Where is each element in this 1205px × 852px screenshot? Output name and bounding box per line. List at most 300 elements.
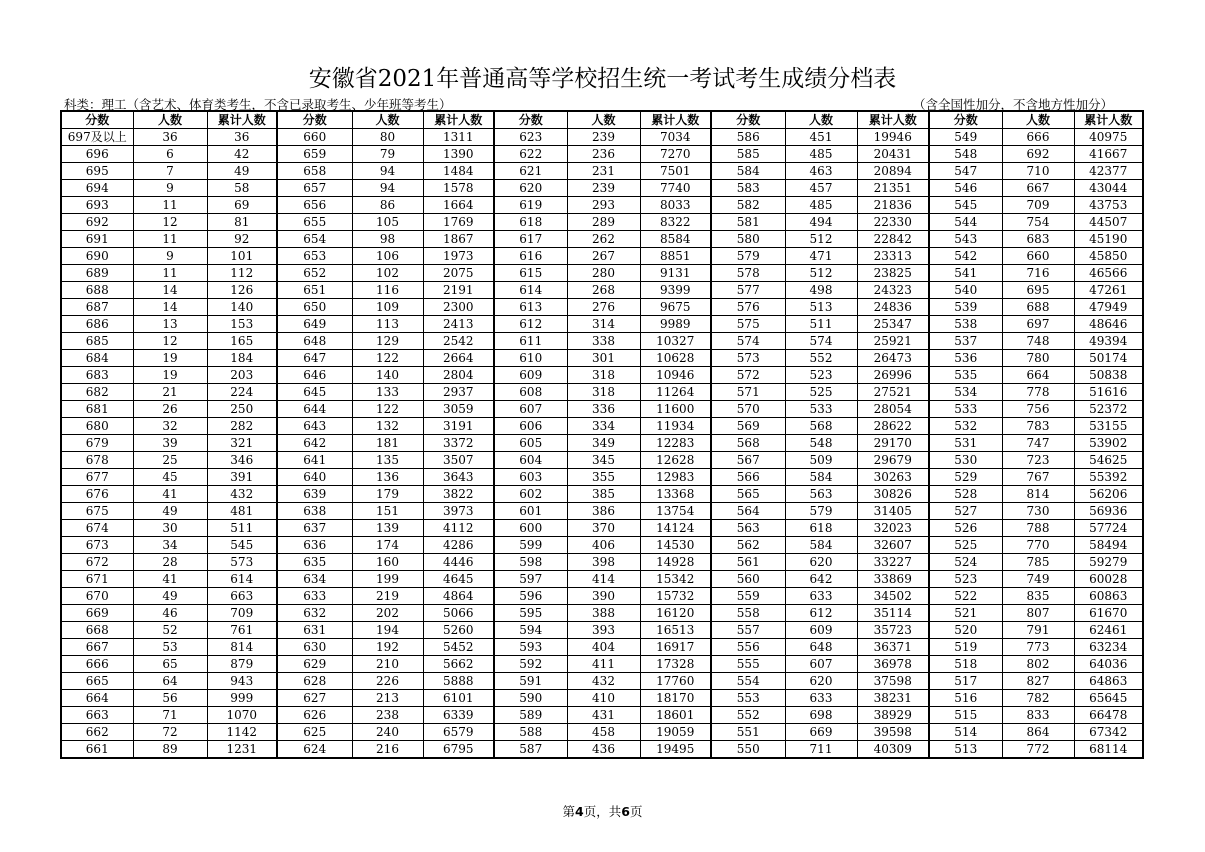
table-cell: 651 <box>277 282 352 299</box>
table-cell: 112 <box>207 265 277 282</box>
table-cell: 516 <box>929 690 1002 707</box>
table-cell: 568 <box>711 435 785 452</box>
table-cell: 999 <box>207 690 277 707</box>
table-cell: 280 <box>567 265 640 282</box>
table-cell: 633 <box>277 588 352 605</box>
table-cell: 530 <box>929 452 1002 469</box>
table-cell: 463 <box>785 163 857 180</box>
table-cell: 609 <box>494 367 567 384</box>
table-cell: 56206 <box>1074 486 1143 503</box>
table-cell: 49 <box>133 503 207 520</box>
table-cell: 563 <box>785 486 857 503</box>
table-cell: 60863 <box>1074 588 1143 605</box>
table-cell: 602 <box>494 486 567 503</box>
table-cell: 691 <box>61 231 133 248</box>
table-cell: 122 <box>352 401 423 418</box>
table-cell: 35114 <box>857 605 929 622</box>
table-cell: 14 <box>133 282 207 299</box>
table-cell: 29170 <box>857 435 929 452</box>
table-cell: 17760 <box>640 673 711 690</box>
table-cell: 711 <box>785 741 857 759</box>
table-cell: 610 <box>494 350 567 367</box>
column-header: 人数 <box>567 111 640 129</box>
column-header: 分数 <box>494 111 567 129</box>
table-cell: 13 <box>133 316 207 333</box>
table-row <box>61 418 1143 435</box>
table-cell: 181 <box>352 435 423 452</box>
table-cell: 37598 <box>857 673 929 690</box>
table-cell: 165 <box>207 333 277 350</box>
table-cell: 814 <box>1002 486 1074 503</box>
table-cell: 224 <box>207 384 277 401</box>
table-cell: 14530 <box>640 537 711 554</box>
table-cell: 536 <box>929 350 1002 367</box>
subject-note: 科类：理工（含艺术、体育类考生，不含已录取考生、少年班等考生） <box>64 97 452 112</box>
table-cell: 663 <box>61 707 133 724</box>
table-cell: 45 <box>133 469 207 486</box>
table-cell: 658 <box>277 163 352 180</box>
table-cell: 835 <box>1002 588 1074 605</box>
table-cell: 522 <box>929 588 1002 605</box>
table-cell: 71 <box>133 707 207 724</box>
table-cell: 622 <box>494 146 567 163</box>
table-cell: 60028 <box>1074 571 1143 588</box>
table-cell: 619 <box>494 197 567 214</box>
table-cell: 481 <box>207 503 277 520</box>
table-cell: 693 <box>61 197 133 214</box>
table-cell: 807 <box>1002 605 1074 622</box>
table-cell: 748 <box>1002 333 1074 350</box>
table-cell: 411 <box>567 656 640 673</box>
column-header: 人数 <box>785 111 857 129</box>
table-cell: 8033 <box>640 197 711 214</box>
current-page-number: 4 <box>575 804 584 819</box>
table-cell: 695 <box>61 163 133 180</box>
table-cell: 30826 <box>857 486 929 503</box>
table-cell: 33869 <box>857 571 929 588</box>
table-cell: 557 <box>711 622 785 639</box>
table-cell: 11 <box>133 231 207 248</box>
table-cell: 53 <box>133 639 207 656</box>
table-cell: 151 <box>352 503 423 520</box>
table-cell: 709 <box>1002 197 1074 214</box>
table-cell: 388 <box>567 605 640 622</box>
column-header: 累计人数 <box>423 111 494 129</box>
table-cell: 638 <box>277 503 352 520</box>
table-cell: 864 <box>1002 724 1074 741</box>
table-cell: 34 <box>133 537 207 554</box>
table-row <box>61 639 1143 656</box>
table-cell: 12628 <box>640 452 711 469</box>
table-cell: 688 <box>1002 299 1074 316</box>
table-cell: 537 <box>929 333 1002 350</box>
table-cell: 139 <box>352 520 423 537</box>
table-cell: 785 <box>1002 554 1074 571</box>
table-cell: 39598 <box>857 724 929 741</box>
table-cell: 1390 <box>423 146 494 163</box>
table-cell: 109 <box>352 299 423 316</box>
table-row <box>61 520 1143 537</box>
table-row <box>61 350 1143 367</box>
table-cell: 560 <box>711 571 785 588</box>
table-cell: 414 <box>567 571 640 588</box>
table-cell: 268 <box>567 282 640 299</box>
table-cell: 39 <box>133 435 207 452</box>
table-cell: 666 <box>1002 129 1074 146</box>
table-cell: 639 <box>277 486 352 503</box>
table-cell: 89 <box>133 741 207 759</box>
table-cell: 591 <box>494 673 567 690</box>
table-cell: 250 <box>207 401 277 418</box>
table-cell: 216 <box>352 741 423 759</box>
table-cell: 528 <box>929 486 1002 503</box>
table-cell: 64036 <box>1074 656 1143 673</box>
table-cell: 451 <box>785 129 857 146</box>
table-cell: 614 <box>494 282 567 299</box>
table-cell: 10327 <box>640 333 711 350</box>
table-cell: 513 <box>785 299 857 316</box>
table-cell: 53155 <box>1074 418 1143 435</box>
table-cell: 509 <box>785 452 857 469</box>
table-cell: 1664 <box>423 197 494 214</box>
table-cell: 552 <box>785 350 857 367</box>
footer-middle: 页，共 <box>583 804 622 819</box>
table-cell: 539 <box>929 299 1002 316</box>
table-cell: 554 <box>711 673 785 690</box>
table-cell: 36 <box>207 129 277 146</box>
table-cell: 534 <box>929 384 1002 401</box>
table-row <box>61 231 1143 248</box>
footer-prefix: 第 <box>562 804 576 819</box>
table-cell: 578 <box>711 265 785 282</box>
table-cell: 122 <box>352 350 423 367</box>
table-cell: 521 <box>929 605 1002 622</box>
table-cell: 52 <box>133 622 207 639</box>
table-cell: 458 <box>567 724 640 741</box>
table-cell: 27521 <box>857 384 929 401</box>
table-cell: 36371 <box>857 639 929 656</box>
table-cell: 565 <box>711 486 785 503</box>
table-cell: 38231 <box>857 690 929 707</box>
table-cell: 21351 <box>857 180 929 197</box>
table-cell: 49 <box>207 163 277 180</box>
table-cell: 355 <box>567 469 640 486</box>
table-cell: 529 <box>929 469 1002 486</box>
table-cell: 431 <box>567 707 640 724</box>
table-cell: 682 <box>61 384 133 401</box>
column-header: 累计人数 <box>857 111 929 129</box>
table-cell: 8584 <box>640 231 711 248</box>
table-cell: 661 <box>61 741 133 759</box>
table-cell: 671 <box>61 571 133 588</box>
table-cell: 666 <box>61 656 133 673</box>
table-cell: 5260 <box>423 622 494 639</box>
table-cell: 696 <box>61 146 133 163</box>
table-cell: 385 <box>567 486 640 503</box>
table-cell: 240 <box>352 724 423 741</box>
table-cell: 598 <box>494 554 567 571</box>
table-cell: 132 <box>352 418 423 435</box>
table-cell: 523 <box>785 367 857 384</box>
table-cell: 43044 <box>1074 180 1143 197</box>
table-cell: 772 <box>1002 741 1074 759</box>
table-cell: 79 <box>352 146 423 163</box>
table-header-row <box>61 111 1143 129</box>
table-cell: 11264 <box>640 384 711 401</box>
table-cell: 672 <box>61 554 133 571</box>
table-cell: 4446 <box>423 554 494 571</box>
table-cell: 2191 <box>423 282 494 299</box>
table-cell: 647 <box>277 350 352 367</box>
table-cell: 605 <box>494 435 567 452</box>
table-cell: 650 <box>277 299 352 316</box>
table-cell: 943 <box>207 673 277 690</box>
table-cell: 20431 <box>857 146 929 163</box>
table-cell: 551 <box>711 724 785 741</box>
table-cell: 80 <box>352 129 423 146</box>
table-cell: 673 <box>61 537 133 554</box>
table-cell: 689 <box>61 265 133 282</box>
table-cell: 9 <box>133 248 207 265</box>
table-cell: 1484 <box>423 163 494 180</box>
table-cell: 579 <box>785 503 857 520</box>
table-cell: 637 <box>277 520 352 537</box>
table-cell: 1578 <box>423 180 494 197</box>
table-cell: 624 <box>277 741 352 759</box>
table-cell: 654 <box>277 231 352 248</box>
table-cell: 723 <box>1002 452 1074 469</box>
table-cell: 730 <box>1002 503 1074 520</box>
table-row <box>61 316 1143 333</box>
table-cell: 18601 <box>640 707 711 724</box>
table-cell: 72 <box>133 724 207 741</box>
table-cell: 625 <box>277 724 352 741</box>
table-cell: 12 <box>133 214 207 231</box>
table-cell: 561 <box>711 554 785 571</box>
table-cell: 36978 <box>857 656 929 673</box>
table-cell: 485 <box>785 146 857 163</box>
table-cell: 626 <box>277 707 352 724</box>
column-header: 分数 <box>61 111 133 129</box>
table-cell: 601 <box>494 503 567 520</box>
table-cell: 555 <box>711 656 785 673</box>
table-cell: 15342 <box>640 571 711 588</box>
table-cell: 660 <box>1002 248 1074 265</box>
table-cell: 512 <box>785 265 857 282</box>
table-cell: 662 <box>61 724 133 741</box>
table-row <box>61 486 1143 503</box>
table-cell: 628 <box>277 673 352 690</box>
table-cell: 301 <box>567 350 640 367</box>
table-cell: 627 <box>277 690 352 707</box>
table-cell: 587 <box>494 741 567 759</box>
table-cell: 2542 <box>423 333 494 350</box>
table-cell: 25921 <box>857 333 929 350</box>
table-cell: 202 <box>352 605 423 622</box>
table-cell: 14928 <box>640 554 711 571</box>
column-header: 累计人数 <box>640 111 711 129</box>
table-cell: 46 <box>133 605 207 622</box>
table-cell: 64 <box>133 673 207 690</box>
table-row <box>61 724 1143 741</box>
table-cell: 574 <box>711 333 785 350</box>
table-cell: 7 <box>133 163 207 180</box>
table-cell: 6 <box>133 146 207 163</box>
table-cell: 604 <box>494 452 567 469</box>
table-cell: 631 <box>277 622 352 639</box>
table-cell: 314 <box>567 316 640 333</box>
table-cell: 66478 <box>1074 707 1143 724</box>
table-cell: 26473 <box>857 350 929 367</box>
table-cell: 238 <box>352 707 423 724</box>
table-cell: 32607 <box>857 537 929 554</box>
table-cell: 179 <box>352 486 423 503</box>
table-cell: 675 <box>61 503 133 520</box>
table-cell: 641 <box>277 452 352 469</box>
table-cell: 6339 <box>423 707 494 724</box>
table-cell: 398 <box>567 554 640 571</box>
table-cell: 523 <box>929 571 1002 588</box>
table-cell: 616 <box>494 248 567 265</box>
table-cell: 15732 <box>640 588 711 605</box>
table-cell: 349 <box>567 435 640 452</box>
table-cell: 282 <box>207 418 277 435</box>
table-cell: 30 <box>133 520 207 537</box>
table-row <box>61 180 1143 197</box>
table-cell: 140 <box>207 299 277 316</box>
table-cell: 36 <box>133 129 207 146</box>
table-cell: 566 <box>711 469 785 486</box>
table-cell: 25347 <box>857 316 929 333</box>
table-cell: 58 <box>207 180 277 197</box>
table-cell: 548 <box>929 146 1002 163</box>
table-cell: 607 <box>494 401 567 418</box>
table-cell: 133 <box>352 384 423 401</box>
table-cell: 667 <box>1002 180 1074 197</box>
table-cell: 219 <box>352 588 423 605</box>
table-cell: 226 <box>352 673 423 690</box>
table-cell: 239 <box>567 129 640 146</box>
table-cell: 879 <box>207 656 277 673</box>
table-cell: 436 <box>567 741 640 759</box>
table-cell: 599 <box>494 537 567 554</box>
table-cell: 677 <box>61 469 133 486</box>
table-cell: 98 <box>352 231 423 248</box>
table-cell: 69 <box>207 197 277 214</box>
table-cell: 40309 <box>857 741 929 759</box>
table-cell: 710 <box>1002 163 1074 180</box>
table-cell: 642 <box>277 435 352 452</box>
table-cell: 643 <box>277 418 352 435</box>
table-cell: 45850 <box>1074 248 1143 265</box>
table-cell: 31405 <box>857 503 929 520</box>
table-cell: 129 <box>352 333 423 350</box>
table-cell: 667 <box>61 639 133 656</box>
table-cell: 19 <box>133 367 207 384</box>
table-cell: 533 <box>929 401 1002 418</box>
table-cell: 520 <box>929 622 1002 639</box>
table-cell: 16917 <box>640 639 711 656</box>
table-cell: 570 <box>711 401 785 418</box>
table-cell: 2937 <box>423 384 494 401</box>
table-cell: 9675 <box>640 299 711 316</box>
table-cell: 585 <box>711 146 785 163</box>
table-cell: 23825 <box>857 265 929 282</box>
table-cell: 62461 <box>1074 622 1143 639</box>
table-cell: 338 <box>567 333 640 350</box>
table-cell: 532 <box>929 418 1002 435</box>
table-cell: 670 <box>61 588 133 605</box>
table-cell: 660 <box>277 129 352 146</box>
table-cell: 773 <box>1002 639 1074 656</box>
table-cell: 683 <box>1002 231 1074 248</box>
table-cell: 58494 <box>1074 537 1143 554</box>
table-cell: 105 <box>352 214 423 231</box>
table-cell: 24836 <box>857 299 929 316</box>
table-cell: 814 <box>207 639 277 656</box>
table-row <box>61 214 1143 231</box>
table-cell: 38929 <box>857 707 929 724</box>
table-cell: 761 <box>207 622 277 639</box>
table-cell: 2300 <box>423 299 494 316</box>
table-cell: 582 <box>711 197 785 214</box>
table-cell: 11934 <box>640 418 711 435</box>
table-cell: 575 <box>711 316 785 333</box>
table-cell: 697 <box>1002 316 1074 333</box>
table-cell: 174 <box>352 537 423 554</box>
table-cell: 30263 <box>857 469 929 486</box>
table-cell: 3822 <box>423 486 494 503</box>
table-cell: 46566 <box>1074 265 1143 282</box>
table-cell: 56936 <box>1074 503 1143 520</box>
table-cell: 94 <box>352 180 423 197</box>
table-cell: 346 <box>207 452 277 469</box>
table-cell: 678 <box>61 452 133 469</box>
table-cell: 49394 <box>1074 333 1143 350</box>
table-cell: 22330 <box>857 214 929 231</box>
table-cell: 657 <box>277 180 352 197</box>
table-cell: 393 <box>567 622 640 639</box>
table-cell: 630 <box>277 639 352 656</box>
table-cell: 19946 <box>857 129 929 146</box>
table-cell: 620 <box>494 180 567 197</box>
table-cell: 783 <box>1002 418 1074 435</box>
table-cell: 833 <box>1002 707 1074 724</box>
table-row <box>61 401 1143 418</box>
table-row <box>61 741 1143 759</box>
table-cell: 579 <box>711 248 785 265</box>
table-cell: 13754 <box>640 503 711 520</box>
table-cell: 1973 <box>423 248 494 265</box>
table-cell: 549 <box>929 129 1002 146</box>
table-cell: 22842 <box>857 231 929 248</box>
table-cell: 432 <box>567 673 640 690</box>
table-cell: 64863 <box>1074 673 1143 690</box>
table-cell: 606 <box>494 418 567 435</box>
table-cell: 19 <box>133 350 207 367</box>
table-cell: 5662 <box>423 656 494 673</box>
table-cell: 620 <box>785 554 857 571</box>
table-cell: 153 <box>207 316 277 333</box>
table-cell: 276 <box>567 299 640 316</box>
table-cell: 21836 <box>857 197 929 214</box>
table-cell: 669 <box>785 724 857 741</box>
table-row <box>61 656 1143 673</box>
table-cell: 13368 <box>640 486 711 503</box>
table-cell: 525 <box>785 384 857 401</box>
table-cell: 494 <box>785 214 857 231</box>
table-cell: 8851 <box>640 248 711 265</box>
